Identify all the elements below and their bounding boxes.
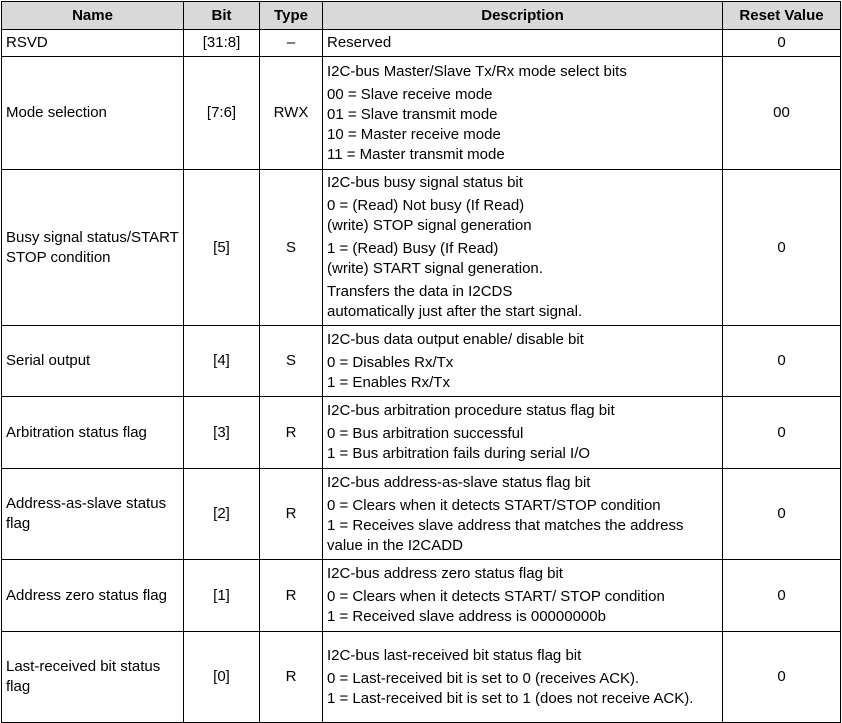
desc-line: I2C-bus last-received bit status flag bit: [327, 646, 582, 664]
cell-type: R: [260, 632, 323, 723]
cell-type: –: [260, 30, 323, 57]
cell-reset: 0: [723, 30, 841, 57]
desc-line: 0 = Clears when it detects START/ STOP condition: [327, 588, 665, 605]
cell-description: [323, 560, 723, 632]
cell-reset: 00: [723, 57, 841, 170]
cell-description: [323, 469, 723, 560]
desc-line: 0 = Disables Rx/Tx: [327, 353, 454, 371]
cell-bit: [1]: [184, 560, 260, 632]
cell-bit: [7:6]: [184, 57, 260, 170]
table-row: [2, 560, 841, 632]
table-row: [2, 30, 841, 57]
cell-name: Last-received bit status flag: [2, 632, 184, 723]
desc-line: 0 = Bus arbitration successful: [327, 425, 524, 442]
cell-name: Address zero status flag: [2, 560, 184, 632]
desc-line: 0 = (Read) Not busy (If Read): [327, 197, 525, 214]
cell-type: R: [260, 397, 323, 469]
table-row: [2, 632, 841, 723]
cell-bit: [2]: [184, 469, 260, 560]
cell-description: [323, 397, 723, 469]
desc-line: automatically just after the start signal.: [327, 303, 583, 320]
cell-description: [323, 170, 723, 326]
desc-line: I2C-bus address-as-slave status flag bit: [327, 473, 591, 491]
desc-line: 0 = Clears when it detects START/STOP condition: [327, 496, 661, 514]
desc-line: 1 = Last-received bit is set to 1 (does not receive ACK).: [327, 689, 694, 707]
desc-line: (write) START signal generation.: [327, 260, 543, 277]
cell-name: Arbitration status flag: [2, 397, 184, 469]
cell-bit: [4]: [184, 326, 260, 397]
table-row: [2, 170, 841, 326]
cell-reset: 0: [723, 632, 841, 723]
cell-description: [323, 30, 723, 57]
desc-line: 10 = Master receive mode: [327, 125, 501, 143]
desc-line: 1 = Receives slave address that matches the address value in the I2CADD: [327, 516, 684, 554]
desc-line: I2C-bus address zero status flag bit: [327, 565, 563, 582]
cell-bit: [31:8]: [184, 30, 260, 57]
desc-line: I2C-bus Master/Slave Tx/Rx mode select bits: [327, 62, 627, 80]
cell-name: Address-as-slave status flag: [2, 469, 184, 560]
desc-line: (write) STOP signal generation: [327, 217, 532, 234]
cell-reset: 0: [723, 326, 841, 397]
cell-type: R: [260, 560, 323, 632]
desc-line: 11 = Master transmit mode: [327, 145, 505, 163]
cell-name: Mode selection: [2, 57, 184, 170]
table-row: [2, 397, 841, 469]
cell-description: [323, 57, 723, 170]
cell-type: R: [260, 469, 323, 560]
cell-reset: 0: [723, 397, 841, 469]
cell-bit: [0]: [184, 632, 260, 723]
header-type: Type: [260, 2, 323, 30]
cell-description: [323, 632, 723, 723]
header-reset-value: Reset Value: [723, 2, 841, 30]
desc-line: 0 = Last-received bit is set to 0 (receives ACK).: [327, 669, 640, 687]
header-name: Name: [2, 2, 184, 30]
header-row: [2, 2, 841, 30]
desc-line: 1 = (Read) Busy (If Read): [327, 240, 499, 257]
cell-description: [323, 326, 723, 397]
table-row: [2, 469, 841, 560]
desc-line: 1 = Received slave address is 00000000b: [327, 608, 606, 625]
desc-line: I2C-bus busy signal status bit: [327, 174, 523, 191]
header-bit: Bit: [184, 2, 260, 30]
cell-bit: [3]: [184, 397, 260, 469]
desc-line: Reserved: [327, 34, 392, 51]
desc-line: 01 = Slave transmit mode: [327, 105, 498, 123]
desc-line: I2C-bus data output enable/ disable bit: [327, 330, 584, 348]
cell-reset: 0: [723, 170, 841, 326]
desc-line: 1 = Enables Rx/Tx: [327, 373, 450, 391]
cell-reset: 0: [723, 469, 841, 560]
desc-line: 1 = Bus arbitration fails during serial I/O: [327, 445, 591, 462]
desc-line: Transfers the data in I2CDS: [327, 283, 513, 300]
header-description: Description: [323, 2, 723, 30]
table-row: [2, 57, 841, 170]
cell-name: Serial output: [2, 326, 184, 397]
register-table: [1, 1, 841, 723]
cell-name: Busy signal status/START STOP condition: [2, 170, 184, 326]
desc-line: 00 = Slave receive mode: [327, 85, 493, 103]
table-row: [2, 326, 841, 397]
cell-type: S: [260, 326, 323, 397]
cell-reset: 0: [723, 560, 841, 632]
cell-type: RWX: [260, 57, 323, 170]
cell-bit: [5]: [184, 170, 260, 326]
cell-name: RSVD: [2, 30, 184, 57]
cell-type: S: [260, 170, 323, 326]
desc-line: I2C-bus arbitration procedure status flag bit: [327, 402, 615, 419]
